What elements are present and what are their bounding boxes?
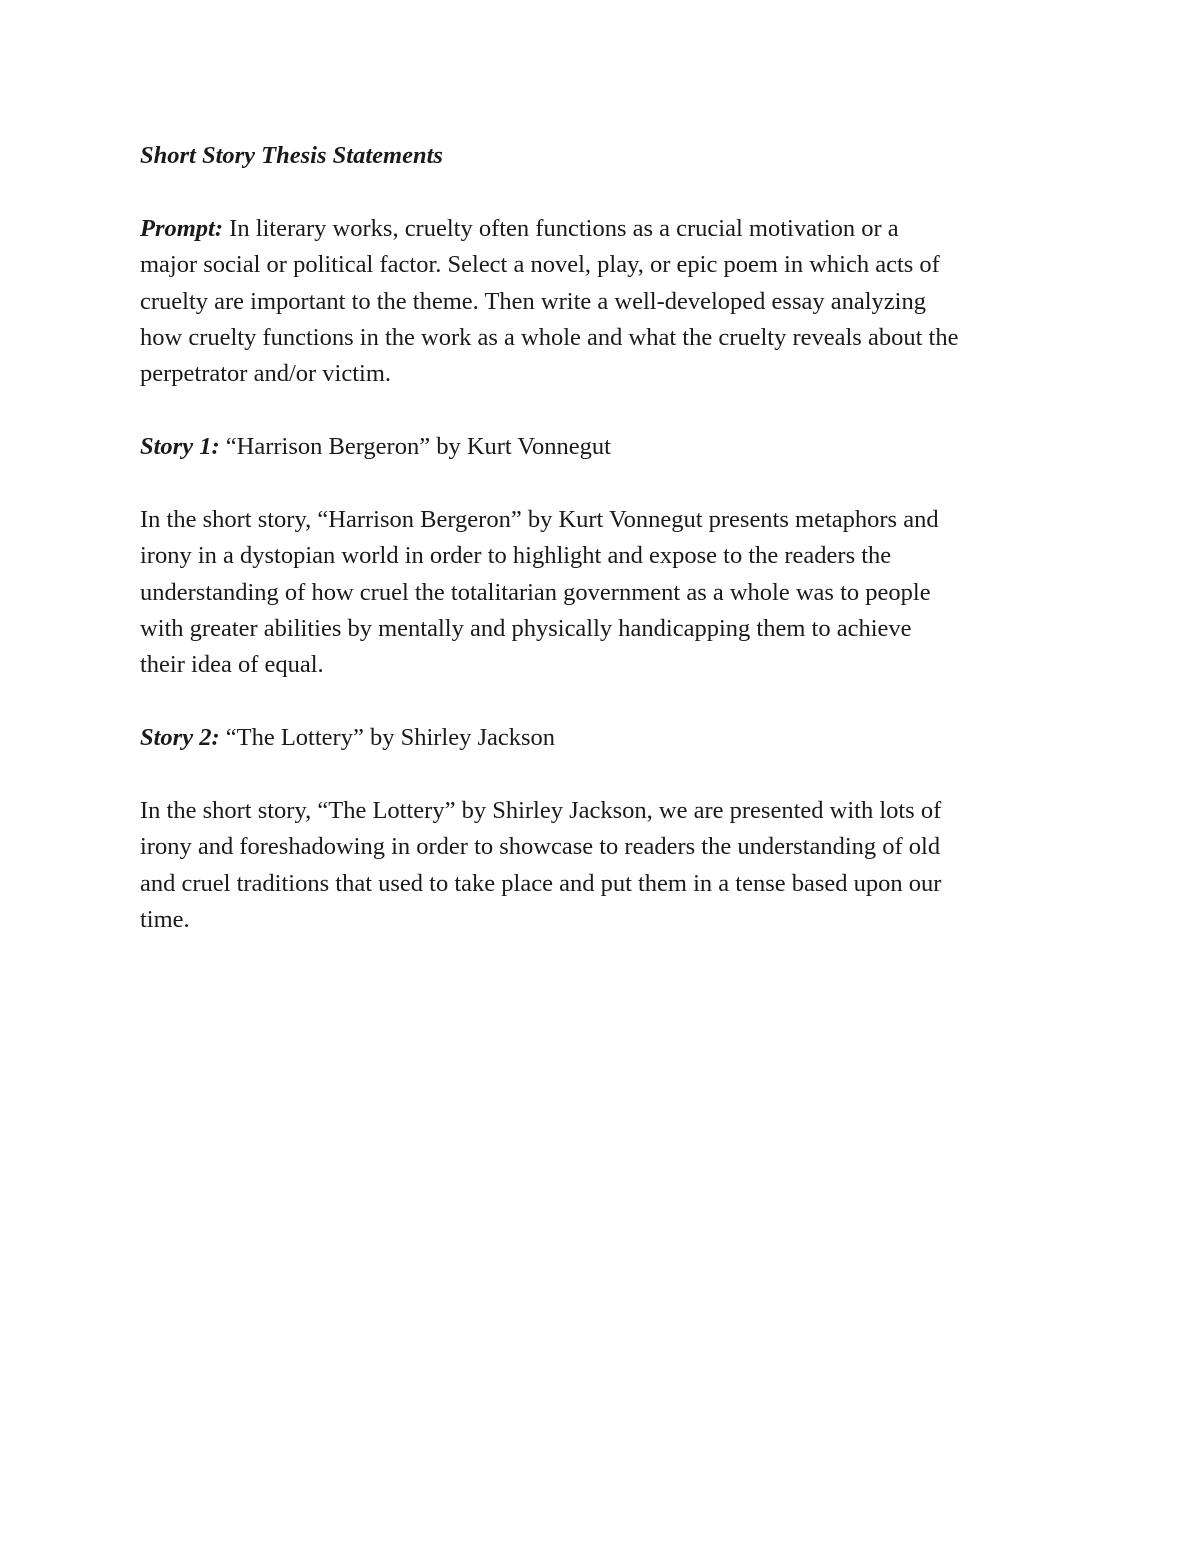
- story2-line: time.: [140, 906, 190, 934]
- story2-title: “The Lottery” by Shirley Jackson: [219, 724, 556, 752]
- story1-line: understanding of how cruel the totalitarian government as a whole was to people: [140, 578, 931, 606]
- spacer: [140, 174, 1070, 210]
- document-title-line: [140, 138, 1070, 174]
- story2-heading: [140, 720, 1070, 756]
- spacer: [140, 757, 1070, 793]
- story1-label: Story 1:: [140, 433, 220, 461]
- story2-line: and cruel traditions that used to take place and put them in a tense based upon our: [140, 869, 942, 897]
- spacer: [140, 684, 1070, 720]
- prompt-line: perpetrator and/or victim.: [140, 360, 392, 388]
- story1-line: with greater abilities by mentally and physically handicapping them to achieve: [140, 615, 912, 643]
- story1-heading: [140, 429, 1070, 465]
- story1-line: their idea of equal.: [140, 651, 324, 679]
- prompt-text: In literary works, cruelty often functions as a crucial motivation or a: [223, 214, 899, 242]
- prompt-line: cruelty are important to the theme. Then write a well-developed essay analyzing: [140, 287, 926, 315]
- spacer: [140, 393, 1070, 429]
- story1-line: In the short story, “Harrison Bergeron” by Kurt Vonnegut presents metaphors and: [140, 505, 939, 533]
- story2-line: In the short story, “The Lottery” by Shirley Jackson, we are presented with lots of: [140, 797, 942, 825]
- document-body: [140, 138, 1070, 939]
- story2-label: Story 2:: [140, 724, 220, 752]
- prompt-line: [140, 211, 1070, 247]
- story1-title: “Harrison Bergeron” by Kurt Vonnegut: [219, 433, 611, 461]
- story1-line: irony in a dystopian world in order to highlight and expose to the readers the: [140, 542, 892, 570]
- spacer: [140, 466, 1070, 502]
- prompt-paragraph: [140, 211, 1070, 393]
- story2-paragraph: [140, 793, 1070, 939]
- story1-paragraph: [140, 502, 1070, 684]
- story2-line: irony and foreshadowing in order to showcase to readers the understanding of old: [140, 833, 941, 861]
- prompt-line: major social or political factor. Select a novel, play, or epic poem in which acts of: [140, 251, 940, 279]
- prompt-line: how cruelty functions in the work as a whole and what the cruelty reveals about the: [140, 323, 959, 351]
- document-title: Short Story Thesis Statements: [140, 142, 443, 169]
- prompt-label: Prompt:: [140, 214, 224, 242]
